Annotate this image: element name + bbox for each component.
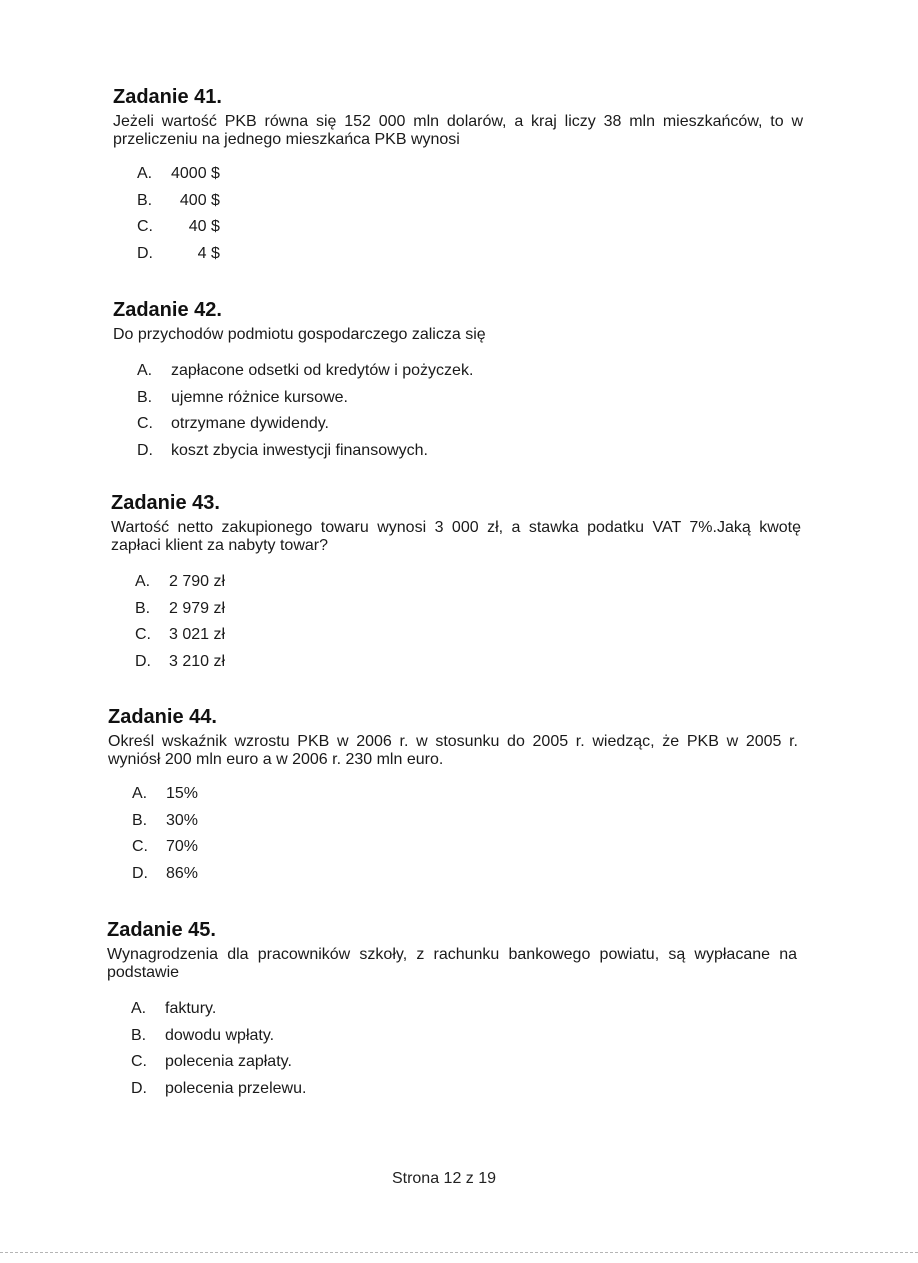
option-letter: A. [137, 362, 153, 379]
task-question: Wartość netto zakupionego towaru wynosi 3 000 zł, a stawka podatku VAT 7%.Jaką kwotę zapłaci klient za nabyty towar? [111, 519, 801, 554]
option-letter: B. [137, 388, 153, 406]
option-text: 3 021 zł [169, 626, 226, 643]
option-letter: D. [137, 244, 153, 262]
task-title: Zadanie 42. [113, 299, 222, 321]
option-text: 4000 $ [171, 165, 220, 182]
task-question: Określ wskaźnik wzrostu PKB w 2006 r. w stosunku do 2005 r. wiedząc, że PKB w 2005 r. wyniósł 200 mln euro a w 2006 r. 230 mln euro. [108, 733, 798, 768]
answer-option-b [108, 808, 798, 835]
option-letter: A. [132, 785, 148, 802]
option-text: dowodu wpłaty. [165, 1026, 275, 1044]
answer-option-a [108, 781, 798, 808]
option-text: faktury. [165, 1000, 217, 1017]
option-text: 400 $ [171, 191, 220, 209]
option-letter: D. [137, 441, 153, 459]
option-letter: B. [135, 599, 151, 617]
option-text: koszt zbycia inwestycji finansowych. [171, 441, 428, 459]
answer-option-c [107, 1049, 797, 1076]
answer-option-c [113, 411, 803, 438]
option-letter: B. [132, 811, 148, 829]
option-text: 4 $ [171, 244, 220, 262]
task-question: Do przychodów podmiotu gospodarczego zalicza się [113, 326, 486, 343]
option-text: 3 210 zł [169, 652, 226, 670]
option-letter: A. [137, 165, 153, 182]
task-41 [113, 85, 803, 267]
task-question: Jeżeli wartość PKB równa się 152 000 mln dolarów, a kraj liczy 38 mln mieszkańców, to w przeliczeniu na jednego mieszkańca PKB wynosi [113, 113, 803, 148]
option-text: ujemne różnice kursowe. [171, 388, 348, 406]
answer-option-d [113, 241, 803, 268]
option-text: 86% [166, 864, 199, 882]
answer-option-a [113, 161, 803, 188]
option-letter: B. [131, 1026, 147, 1044]
answer-option-c [108, 834, 798, 861]
answer-option-b [111, 596, 801, 623]
option-text: 40 $ [171, 218, 220, 235]
option-text: otrzymane dywidendy. [171, 415, 329, 432]
option-letter: D. [135, 652, 151, 670]
answer-options [113, 358, 803, 464]
option-letter: C. [131, 1053, 147, 1070]
option-text: polecenia przelewu. [165, 1079, 307, 1097]
option-text: 70% [166, 838, 199, 855]
answer-option-b [113, 188, 803, 215]
page-number: Strona 12 z 19 [391, 1170, 497, 1187]
option-text: 15% [166, 785, 199, 802]
answer-option-b [107, 1023, 797, 1050]
option-text: polecenia zapłaty. [165, 1053, 292, 1070]
option-letter: D. [132, 864, 148, 882]
answer-option-c [111, 622, 801, 649]
task-43 [111, 491, 801, 675]
answer-options [111, 569, 801, 675]
option-letter: C. [137, 415, 153, 432]
option-text: zapłacone odsetki od kredytów i pożyczek. [171, 362, 474, 379]
task-question: Wynagrodzenia dla pracowników szkoły, z rachunku bankowego powiatu, są wypłacane na podstawie [107, 946, 797, 981]
answer-option-d [111, 649, 801, 676]
task-title: Zadanie 44. [108, 706, 217, 728]
option-letter: A. [135, 573, 151, 590]
task-title: Zadanie 45. [107, 919, 216, 941]
task-45 [107, 918, 797, 1102]
task-title: Zadanie 41. [113, 86, 222, 108]
option-letter: D. [131, 1079, 147, 1097]
answer-option-b [113, 385, 803, 412]
option-text: 30% [166, 811, 199, 829]
task-44 [108, 705, 798, 887]
scan-edge-line [0, 1252, 918, 1253]
option-letter: C. [132, 838, 148, 855]
answer-option-a [107, 996, 797, 1023]
answer-options [113, 161, 803, 267]
option-letter: B. [137, 191, 153, 209]
option-letter: C. [135, 626, 151, 643]
answer-option-d [108, 861, 798, 888]
option-text: 2 979 zł [169, 599, 226, 617]
task-42 [113, 298, 803, 464]
answer-option-a [113, 358, 803, 385]
option-text: 2 790 zł [169, 573, 226, 590]
answer-options [107, 996, 797, 1102]
answer-option-a [111, 569, 801, 596]
answer-option-d [113, 438, 803, 465]
answer-option-d [107, 1076, 797, 1103]
answer-option-c [113, 214, 803, 241]
option-letter: C. [137, 218, 153, 235]
task-title: Zadanie 43. [111, 492, 220, 514]
option-letter: A. [131, 1000, 147, 1017]
answer-options [108, 781, 798, 887]
